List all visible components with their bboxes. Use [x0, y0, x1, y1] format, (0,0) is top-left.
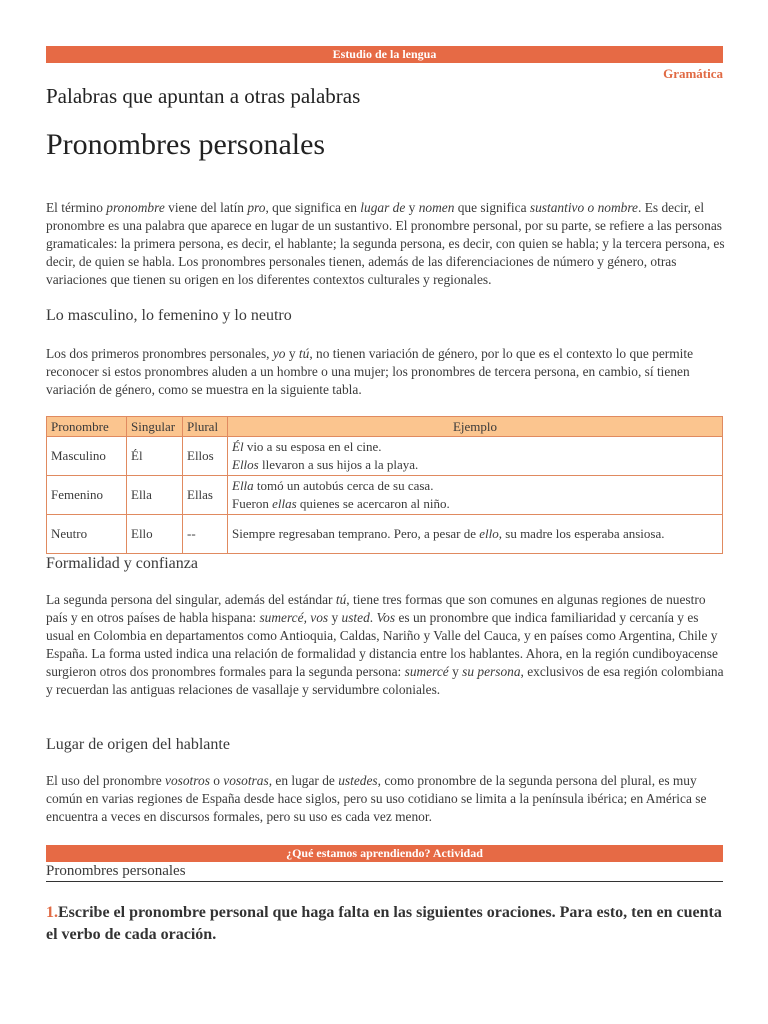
exercise-instruction: 1.Escribe el pronombre personal que haga falta en las siguientes oraciones. Para esto, ten en cuenta el verbo de cada oración. [46, 904, 722, 943]
table-cell: Neutro [47, 515, 127, 554]
table-example-cell: Siempre regresaban temprano. Pero, a pesar de ello, su madre los esperaba ansiosa. [228, 515, 723, 554]
page-title: Pronombres personales [46, 128, 326, 161]
table-cell: Femenino [47, 476, 127, 515]
intro-paragraph: El término pronombre viene del latín pro, que significa en lugar de y nomen que significa sustantivo o nombre. Es decir, el pronombre es una palabra que aparece en lugar de un sustantivo. El pronombre personal, por su parte, se refiere a las personas gramaticales: la primera persona, es decir, el hablante; la segunda persona, es decir, con quien se habla; y la tercera persona, es decir, de quien se habla. Los pronombres personales tienen, además de las diferenciaciones de número y género, otras variaciones que tienen su origen en los diferentes contextos culturales y regionales. [46, 200, 725, 287]
table-example-cell: Él vio a su esposa en el cine. Ellos llevaron a sus hijos a la playa. [228, 437, 723, 476]
table-header: Plural [183, 417, 228, 437]
page-subtitle: Palabras que apuntan a otras palabras [46, 84, 361, 108]
table-row [47, 476, 723, 515]
table-cell: Masculino [47, 437, 127, 476]
table-header-row [47, 417, 723, 437]
table-row [47, 515, 723, 554]
section-label: Gramática [663, 66, 723, 81]
table-header: Pronombre [47, 417, 127, 437]
gender-paragraph: Los dos primeros pronombres personales, yo y tú, no tienen variación de género, por lo que es el contexto lo que permite reconocer si estos pronombres aluden a un hombre o una mujer; los pronombres de tercera persona, en cambio, sí tienen variación de género, como se muestra en la siguiente tabla. [46, 346, 694, 397]
pronoun-table [46, 416, 723, 554]
gender-heading: Lo masculino, lo femenino y lo neutro [46, 307, 292, 324]
origin-heading: Lugar de origen del hablante [46, 736, 230, 753]
origin-paragraph: El uso del pronombre vosotros o vosotras, en lugar de ustedes, como pronombre de la segunda persona del plural, es muy común en varias regiones de España desde hace siglos, pero su uso cotidiano se limita a la península ibérica; en América se encuentra a veces en discursos formales, pero su uso es cada vez menor. [46, 773, 707, 824]
activity-title: Pronombres personales [46, 863, 723, 882]
exercise-number: 1. [46, 904, 58, 921]
formality-paragraph: La segunda persona del singular, además del estándar tú, tiene tres formas que son comunes en algunas regiones de nuestro país y en otros países de habla hispana: sumercé, vos y usted. Vos es un pronombre que indica familiaridad y cercanía y es usual en Colombia en departamentos como Antioquia, Caldas, Nariño y Valle del Cauca, y en países como Argentina, Chile y España. La forma usted indica una relación de formalidad y distancia entre los hablantes. Ahora, en la región cundiboyacense surgieron otros dos pronombres formales para la segunda persona: sumercé y su persona, exclusivos de esa región colombiana y recuerdan las antiguas relaciones de vasallaje y servidumbre coloniales. [46, 592, 724, 697]
table-cell: Ella [127, 476, 183, 515]
table-cell: Ellas [183, 476, 228, 515]
table-cell: -- [183, 515, 228, 554]
table-example-cell: Ella tomó un autobús cerca de su casa. Fueron ellas quienes se acercaron al niño. [228, 476, 723, 515]
table-cell: Él [127, 437, 183, 476]
formality-heading: Formalidad y confianza [46, 555, 198, 572]
table-header: Singular [127, 417, 183, 437]
table-cell: Ello [127, 515, 183, 554]
table-cell: Ellos [183, 437, 228, 476]
activity-band: ¿Qué estamos aprendiendo? Actividad [46, 845, 723, 862]
table-header: Ejemplo [228, 417, 723, 437]
section-band: Estudio de la lengua [46, 46, 723, 63]
table-row [47, 437, 723, 476]
